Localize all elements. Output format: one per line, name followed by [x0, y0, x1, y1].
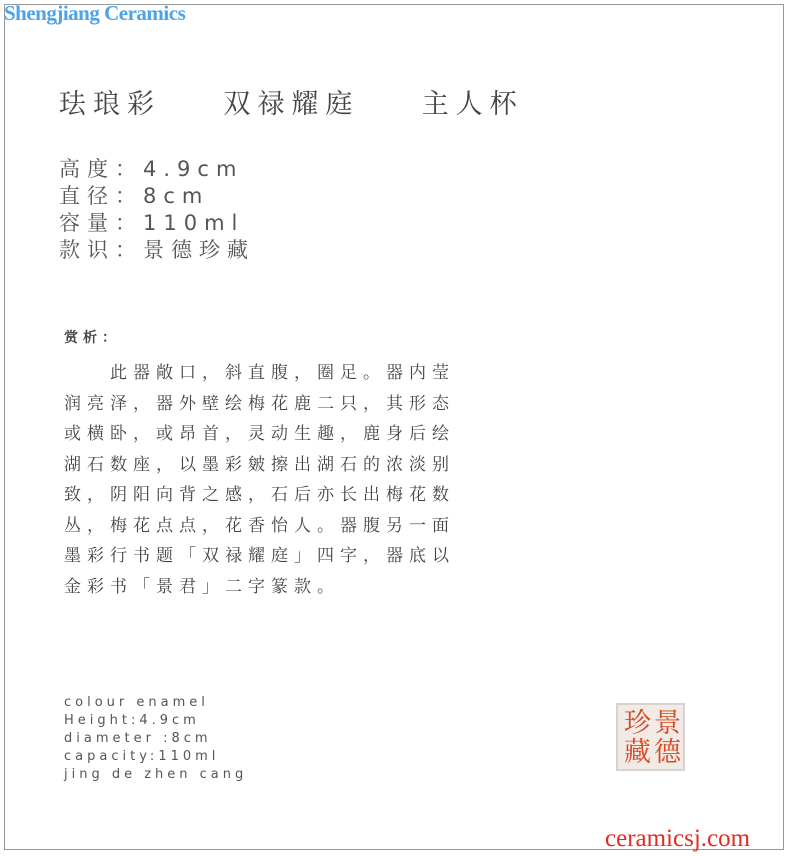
brand-watermark-bottom: ceramicsj.com — [605, 825, 751, 852]
seal-char: 德 — [654, 737, 681, 768]
appreciation-text — [64, 358, 514, 602]
seal-char: 藏 — [624, 737, 651, 768]
appreciation-line: 致，阴阳向背之感，石后亦长出梅花数 — [64, 485, 455, 505]
appreciation-line: 墨彩行书题「双禄耀庭」四字，器底以 — [64, 546, 455, 566]
appreciation-line: 湖石数座，以墨彩皴擦出湖石的浓淡别 — [64, 454, 455, 475]
spec-mark: 款识：景德珍藏 — [59, 238, 255, 262]
seal-char: 珍 — [624, 708, 651, 739]
appreciation-line: 金彩书「景君」二字篆款。 — [64, 576, 340, 597]
spec-height: 高度：4.9cm — [59, 157, 244, 181]
spec-diameter: 直径：8cm — [59, 184, 210, 208]
english-spec-mark: jing de zhen cang — [64, 767, 248, 782]
brand-watermark-top: Shengjiang Ceramics — [4, 1, 186, 25]
seal-char: 景 — [654, 708, 681, 739]
appreciation-line: 润亮泽，器外壁绘梅花鹿二只，其形态 — [64, 393, 455, 414]
spec-capacity: 容量：110ml — [59, 211, 245, 235]
product-title: 珐琅彩 双禄耀庭 主人杯 — [59, 89, 524, 120]
appreciation-line: 或横卧，或昂首，灵动生趣，鹿身后绘 — [64, 424, 455, 444]
spec-list — [59, 156, 255, 264]
english-spec-list — [64, 694, 247, 784]
appreciation-line: 此器敞口，斜直腹，圈足。器内莹 — [64, 363, 455, 383]
english-spec-diameter: diameter :8cm — [64, 731, 212, 746]
english-spec-capacity: capacity:110ml — [64, 749, 220, 764]
seal-stamp — [616, 703, 685, 771]
appreciation-line: 丛，梅花点点，花香怡人。器腹另一面 — [64, 515, 455, 536]
appreciation-heading: 赏析： — [64, 330, 121, 346]
english-spec-height: Height:4.9cm — [64, 713, 200, 728]
english-spec-type: colour enamel — [64, 695, 209, 710]
